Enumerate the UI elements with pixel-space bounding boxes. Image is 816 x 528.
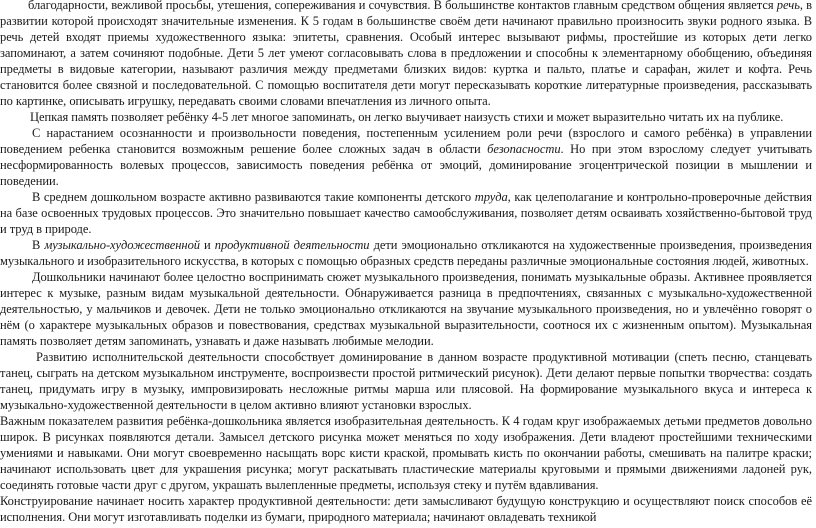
text-run: благодарности, вежливой просьбы, утешения, сопереживания и сочувствия. В большинстве контактов главным средством общения является	[28, 0, 777, 12]
paragraph	[0, 125, 812, 189]
text-run-italic: речь	[776, 0, 800, 12]
text-run: В	[32, 238, 45, 252]
text-run: Дошкольники начинают более целостно воспринимать сюжет музыкального произведения, понимать музыкальные образы. Активнее проявляется интерес к музыке, разным видам музыкальной деятельности. Обнаруживается разница в предпочтениях, связанных с музыкально-художественной деятельностью, у мальчиков и девочек. Дети не только эмоционально откликаются на звучание музыкального произведения, но и увлечённо говорят о нём (о характере музыкальных образов и повествования, средствах музыкальной выразительности, соотнося их с жизненным опытом). Музыкальная память позволяет детям запоминать, узнавать и даже называть любимые мелодии.	[0, 270, 812, 348]
paragraph	[0, 413, 812, 493]
paragraph	[0, 237, 812, 269]
text-run: , в развитии которой происходят значительные изменения. К 5 годам в большинстве своём дети начинают правильно произносить звуки родного языка. В речь детей входят приемы художественного языка: эпитеты, сравнения. Особый интерес вызывают рифмы, простейшие из которых дети легко запоминают, а затем сочиняют подобные. Дети 5 лет умеют согласовывать слова в предложении и способны к элементарному обобщению, объединяя предметы в видовые категории, называют различия между предметами близких видов: куртка и пальто, платье и сарафан, жилет и кофта. Речь становится более связной и последовательной. С помощью воспитателя дети могут пересказывать короткие литературные произведения, рассказывать по картинке, описывать игрушку, передавать своими словами впечатления из личного опыта.	[0, 0, 812, 108]
text-run-italic: безопасности	[487, 142, 561, 156]
text-run-italic: труда,	[474, 190, 511, 204]
text-run: Цепкая память позволяет ребёнку 4-5 лет многое запоминать, он легко выучивает наизусть стихи и может выразительно читать их на публике.	[30, 110, 784, 124]
paragraph	[0, 109, 812, 125]
paragraph	[0, 189, 812, 237]
text-run: С нарастанием осознанности и произвольности поведения, постепенным усилением роли речи (взрослого и самого ребёнка) в управлении поведением ребенка становится возможным решение более сложных задач в области	[0, 126, 812, 156]
text-run: . Но при этом взрослому следует учитывать несформированность волевых процессов, зависимость поведения ребёнка от эмоций, доминирование эгоцентрической позиции в мышлении и поведении.	[0, 142, 812, 188]
text-run: Важным показателем развития ребёнка-дошкольника является изобразительная деятельность. К 4 годам круг изображаемых детьми предметов довольно широк. В рисунках появляются детали. Замысел детского рисунка может меняться по ходу изображения. Дети владеют простейшими техническими умениями и навыками. Они могут своевременно насыщать ворс кисти краской, промывать кисть по окончании работы, смешивать на палитре краски; начинают использовать цвет для украшения рисунка; могут раскатывать пластические материалы круговыми и прямыми движениями ладоней рук, соединять готовые части друг с другом, украшать вылепленные предметы, используя стеку и путём вдавливания.	[0, 414, 812, 492]
text-run: как целеполагание и контрольно-проверочные действия на базе освоенных трудовых процессов. Это значительно повышает качество самообслуживания, позволяет детям осваивать хозяйственно-бытовой труд и труд в природе.	[0, 190, 813, 236]
text-run-italic: продуктивной деятельности	[214, 238, 370, 252]
paragraph	[0, 269, 812, 349]
paragraph	[0, 493, 812, 525]
paragraph	[0, 349, 812, 413]
text-run-italic: музыкально-художественной	[44, 238, 200, 252]
text-run: Конструирование начинает носить характер продуктивной деятельности: дети замысливают будущую конструкцию и осуществляют поиск способов её исполнения. Они могут изготавливать поделки из бумаги, природного материала; начинают овладевать техникой	[0, 494, 812, 524]
text-run: Развитию исполнительской деятельности способствует доминирование в данном возрасте продуктивной мотивации (спеть песню, станцевать танец, сыграть на детском музыкальном инструменте, воспроизвести простой ритмический рисунок). Дети делают первые попытки творчества: создать танец, придумать игру в музыку, импровизировать несложные ритмы марша или плясовой. На формирование музыкального вкуса и интереса к музыкально-художественной деятельности в целом активно влияют установки взрослых.	[0, 350, 812, 412]
text-run: и	[199, 238, 215, 252]
text-run: дети эмоционально откликаются на художественные произведения, произведения музыкального и изобразительного искусства, в которых с помощью образных средств переданы различные эмоциональные состояния людей, животных.	[0, 238, 812, 268]
paragraph	[0, 0, 812, 109]
text-run: В среднем дошкольном возрасте активно развиваются такие компоненты детского	[32, 190, 475, 204]
